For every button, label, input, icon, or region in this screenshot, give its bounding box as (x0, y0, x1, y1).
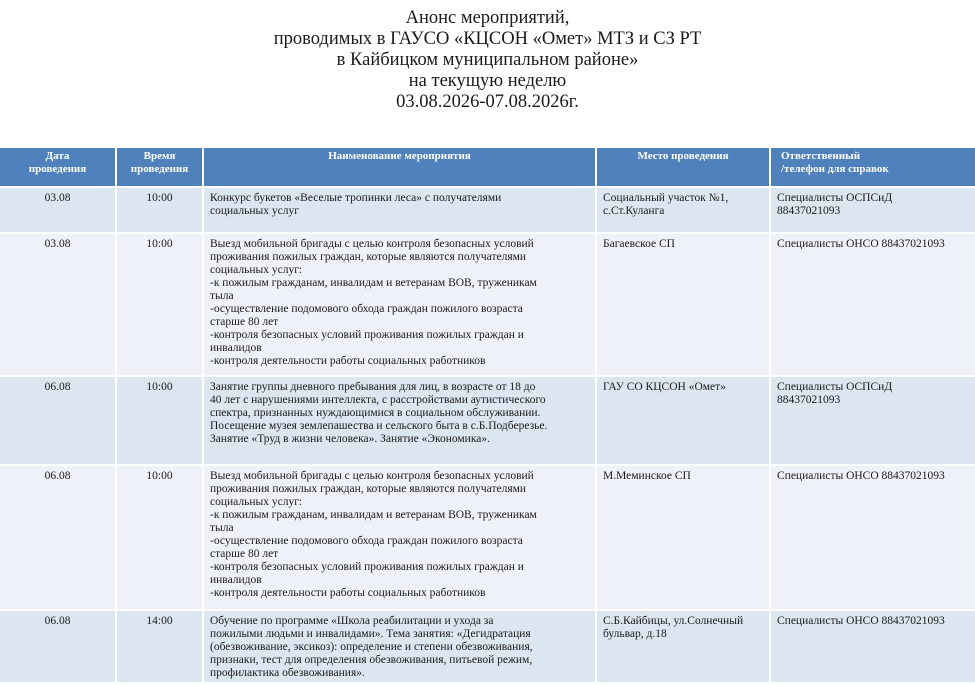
cell-place: Багаевское СП (596, 233, 770, 376)
header-responsible: Ответственный /телефон для справок (770, 148, 975, 187)
title-line: проводимых в ГАУСО «КЦСОН «Омет» МТЗ и СЗ РТ (273, 29, 702, 49)
header-date: Дата проведения (0, 148, 116, 187)
cell-place: Социальный участок №1, с.Ст.Куланга (596, 187, 770, 233)
cell-responsible: Специалисты ОСПСиД 88437021093 (770, 376, 975, 465)
cell-date: 03.08 (0, 187, 116, 233)
cell-responsible: Специалисты ОНСО 88437021093 (770, 465, 975, 610)
title-line: на текущую неделю (408, 71, 567, 91)
cell-place: М.Меминское СП (596, 465, 770, 610)
events-table (0, 148, 975, 682)
header-event-name: Наименование мероприятия (203, 148, 596, 187)
cell-date: 06.08 (0, 465, 116, 610)
cell-responsible: Специалисты ОСПСиД 88437021093 (770, 187, 975, 233)
title-line: Анонс мероприятий, (405, 8, 570, 28)
header-time: Время проведения (116, 148, 203, 187)
cell-place: ГАУ СО КЦСОН «Омет» (596, 376, 770, 465)
table-row (0, 233, 975, 376)
page-title (0, 8, 975, 113)
cell-date: 06.08 (0, 610, 116, 682)
cell-responsible: Специалисты ОНСО 88437021093 (770, 233, 975, 376)
table-row (0, 187, 975, 233)
cell-time: 10:00 (116, 233, 203, 376)
cell-event-name: Выезд мобильной бригады с целью контроля безопасных условий проживания пожилых граждан, которые являются получателями социальных услуг: -к пожилым гражданам, инвалидам и ветеранам ВОВ, труженикам тыла -осуществление подомового обхода граждан пожилого возраста старше 80 лет -контроля безопасных условий проживания пожилых граждан и инвалидов -контроля деятельности работы социальных работников (203, 233, 596, 376)
cell-place: С.Б.Кайбицы, ул.Солнечный бульвар, д.18 (596, 610, 770, 682)
table-row (0, 376, 975, 465)
cell-time: 14:00 (116, 610, 203, 682)
table-row (0, 610, 975, 682)
cell-responsible: Специалисты ОНСО 88437021093 (770, 610, 975, 682)
cell-event-name: Выезд мобильной бригады с целью контроля безопасных условий проживания пожилых граждан, которые являются получателями социальных услуг: -к пожилым гражданам, инвалидам и ветеранам ВОВ, труженикам тыла -осуществление подомового обхода граждан пожилого возраста старше 80 лет -контроля безопасных условий проживания пожилых граждан и инвалидов -контроля деятельности работы социальных работников (203, 465, 596, 610)
cell-event-name: Занятие группы дневного пребывания для лиц, в возрасте от 18 до 40 лет с нарушениями интеллекта, с расстройствами аутистического спектра, признанных нуждающимися в социальном обслуживании. Посещение музея землепашества и сельского быта в с.Б.Подберезье. Занятие «Труд в жизни человека». Занятие «Экономика». (203, 376, 596, 465)
title-line: в Кайбицком муниципальном районе» (336, 50, 639, 70)
table-row (0, 465, 975, 610)
cell-date: 03.08 (0, 233, 116, 376)
cell-time: 10:00 (116, 187, 203, 233)
header-place: Место проведения (596, 148, 770, 187)
title-line: 03.08.2026-07.08.2026г. (396, 92, 579, 112)
cell-time: 10:00 (116, 376, 203, 465)
cell-date: 06.08 (0, 376, 116, 465)
cell-event-name: Обучение по программе «Школа реабилитации и ухода за пожилыми людьми и инвалидами». Тема занятия: «Дегидратация (обезвоживание, эксикоз): определение и степени обезвоживания, признаки, тест для определения обезвоживания, питьевой режим, профилактика обезвоживания». (203, 610, 596, 682)
cell-event-name: Конкурс букетов «Веселые тропинки леса» с получателями социальных услуг (203, 187, 596, 233)
table-header-row (0, 148, 975, 187)
cell-time: 10:00 (116, 465, 203, 610)
